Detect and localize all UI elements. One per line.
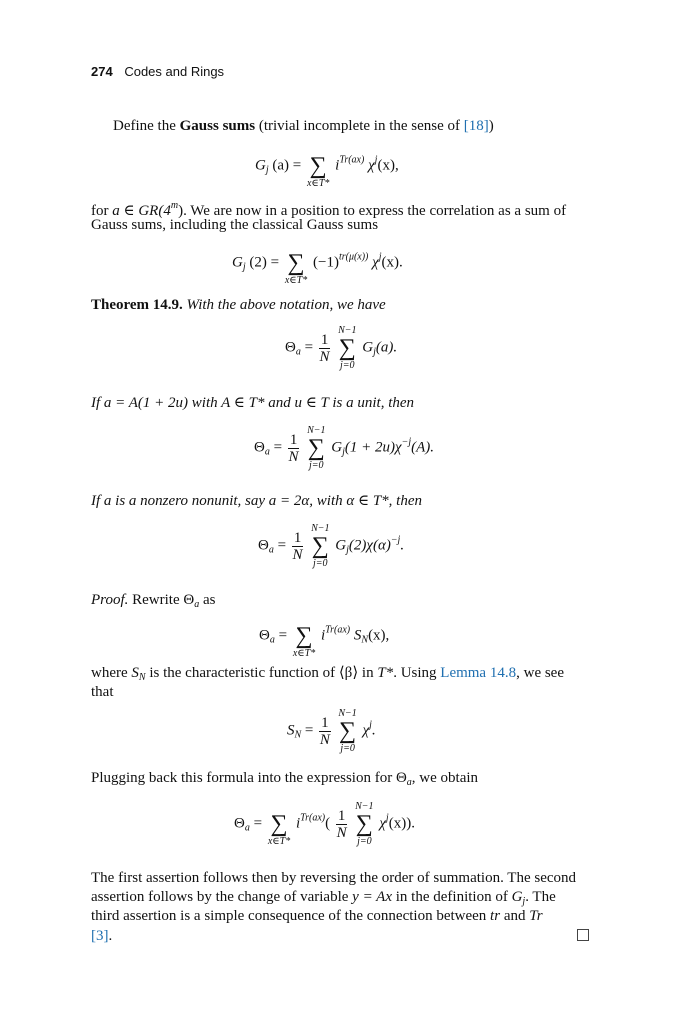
math: Tr(ax) (325, 624, 351, 636)
math: (x)). (388, 815, 415, 832)
math: a (194, 599, 200, 610)
math: G (331, 439, 343, 456)
math: G (232, 254, 243, 271)
math: i (295, 815, 301, 832)
theorem-heading (91, 296, 386, 314)
equation-gauss-sum (255, 143, 399, 189)
math: Θ (285, 339, 296, 356)
text: for (91, 203, 113, 219)
text: as (199, 592, 216, 608)
math: χ (362, 722, 370, 739)
math: χ (379, 815, 386, 832)
math: j (385, 812, 389, 824)
math: tr (490, 908, 501, 924)
math: Tr(ax) (339, 154, 365, 166)
math: Tr (529, 908, 543, 924)
math: G (511, 889, 523, 905)
math: y = Ax (352, 889, 393, 905)
math: a (295, 346, 301, 358)
paragraph-line (91, 927, 112, 945)
paragraph-line (91, 907, 543, 925)
math: (x). (381, 254, 403, 271)
math: N (361, 634, 369, 646)
text: ) (488, 118, 494, 134)
math: . (371, 722, 376, 739)
math: T* (377, 665, 394, 681)
text: where (91, 665, 132, 681)
citation-link-3[interactable]: [3] (91, 928, 109, 944)
math: j (242, 261, 246, 273)
math: tr(μ(x)) (338, 251, 369, 263)
chapter-title: Codes and Rings (124, 64, 225, 79)
math: (A). (411, 439, 435, 456)
sum-operator: N−1 ∑ j=0 (311, 523, 330, 569)
math: χ (372, 254, 379, 271)
equation-theta-general (285, 325, 397, 371)
text: Gauss sums, including the classical Gauss sums (91, 217, 379, 233)
math: (x), (377, 157, 399, 174)
math: S (353, 627, 362, 644)
math: a (269, 634, 275, 646)
text: . Using (393, 665, 441, 681)
math: (2) = (249, 254, 280, 271)
text: is the characteristic function of ⟨β⟩ in (145, 665, 378, 681)
sum-operator: N−1 ∑ j=0 (338, 708, 357, 754)
paragraph-line (91, 664, 564, 687)
math: N (294, 729, 302, 741)
math: j (342, 446, 345, 458)
qed-box-icon (577, 929, 589, 941)
theorem-case-unit: If a = A(1 + 2u) with A ∈ T* and u ∈ T is a unit, then (91, 395, 415, 411)
math: S (287, 722, 295, 739)
math: N (138, 672, 146, 683)
text: assertion follows by the change of variable (91, 889, 353, 905)
math: (1 + 2u)χ (344, 439, 402, 456)
math: χ (368, 157, 375, 174)
text: . The (525, 889, 556, 905)
math: Θ (258, 537, 269, 554)
fraction: $\frac{1}{N}$ (292, 529, 303, 563)
sum-operator: N−1 ∑ j=0 (355, 801, 374, 847)
fraction: $\frac{1}{N}$ (319, 714, 330, 748)
sum-operator: ∑ x∈T* (306, 153, 330, 189)
math: = (304, 339, 314, 356)
lemma-link[interactable]: Lemma 14.8 (440, 665, 517, 681)
math: j (522, 896, 526, 907)
text: , we obtain (411, 770, 479, 786)
math: Θ (254, 439, 265, 456)
fraction: $\frac{1}{N}$ (319, 331, 330, 365)
text: . (108, 928, 113, 944)
sum-operator: ∑ x∈T* (267, 811, 291, 847)
math: = (273, 439, 283, 456)
math: j (346, 544, 349, 556)
sum-operator: N−1 ∑ j=0 (338, 325, 357, 371)
fraction: $\frac{1}{N}$ (288, 431, 299, 465)
math: j (369, 719, 372, 731)
math: j (265, 164, 269, 176)
theorem-label: Theorem 14.9. (91, 297, 183, 313)
math: a (406, 777, 412, 788)
equation-theta-nonunit (258, 523, 404, 569)
math: Tr(ax) (300, 812, 326, 824)
math: i (335, 157, 340, 174)
math: (2)χ(α) (348, 537, 391, 554)
text: (trivial incomplete in the sense of (255, 118, 464, 134)
page-number: 274 (91, 64, 113, 79)
math: Θ (234, 815, 245, 832)
term-gauss-sums: Gauss sums (179, 118, 256, 134)
sum-operator: ∑ x∈T* (284, 250, 308, 286)
math: . (400, 537, 405, 554)
math: −j (390, 534, 401, 546)
math: (a). (375, 339, 398, 356)
math: G (255, 157, 266, 174)
math: = (304, 722, 314, 739)
math: ( (325, 815, 331, 832)
math: = (277, 537, 287, 554)
text: third assertion is a simple consequence of the connection between (91, 908, 491, 924)
paragraph-line (91, 769, 478, 792)
proof-start (91, 591, 215, 614)
math: m (170, 200, 179, 211)
paragraph-line: The first assertion follows then by reversing the order of summation. The second (91, 870, 577, 886)
math: j (378, 251, 382, 263)
text: in the definition of (392, 889, 512, 905)
math: a (268, 544, 274, 556)
proof-label: Proof. (91, 592, 129, 608)
theorem-statement: With the above notation, we have (182, 297, 386, 313)
math: −j (401, 436, 412, 448)
math: (a) = (272, 157, 302, 174)
math: a (244, 822, 250, 834)
math: G (335, 537, 347, 554)
math: Θ (259, 627, 270, 644)
math: i (320, 627, 326, 644)
text: and (500, 908, 530, 924)
text: ). We are now in a position to express the correlation as a sum of (178, 203, 567, 219)
text: Plugging back this formula into the expression for Θ (91, 770, 407, 786)
paragraph-line: that (91, 684, 114, 700)
paragraph-line (91, 216, 378, 234)
sum-operator: ∑ x∈T* (292, 623, 316, 659)
math: S (131, 665, 139, 681)
citation-link-18[interactable]: [18] (463, 118, 489, 134)
theorem-case-nonunit: If a is a nonzero nonunit, say a = 2α, with α ∈ T*, then (91, 493, 423, 509)
text: , we see (516, 665, 565, 681)
equation-theta-rewrite (259, 613, 389, 659)
fraction: $\frac{1}{N}$ (336, 807, 347, 841)
math: G (362, 339, 374, 356)
equation-theta-final (234, 801, 415, 847)
running-header (91, 64, 224, 79)
gauss-definition-line (113, 117, 494, 135)
math: (−1) (312, 254, 339, 271)
equation-theta-unit (254, 425, 434, 471)
text: Rewrite Θ (128, 592, 195, 608)
sum-operator: N−1 ∑ j=0 (307, 425, 326, 471)
math: j (374, 154, 378, 166)
equation-sn (287, 708, 376, 754)
math: = (253, 815, 263, 832)
math: j (373, 346, 376, 358)
text: Define the (113, 118, 180, 134)
math: a (264, 446, 270, 458)
math: a ∈ GR(4 (112, 203, 171, 219)
math: (x), (368, 627, 390, 644)
math: = (278, 627, 288, 644)
equation-classical-gauss-sum (232, 240, 403, 286)
